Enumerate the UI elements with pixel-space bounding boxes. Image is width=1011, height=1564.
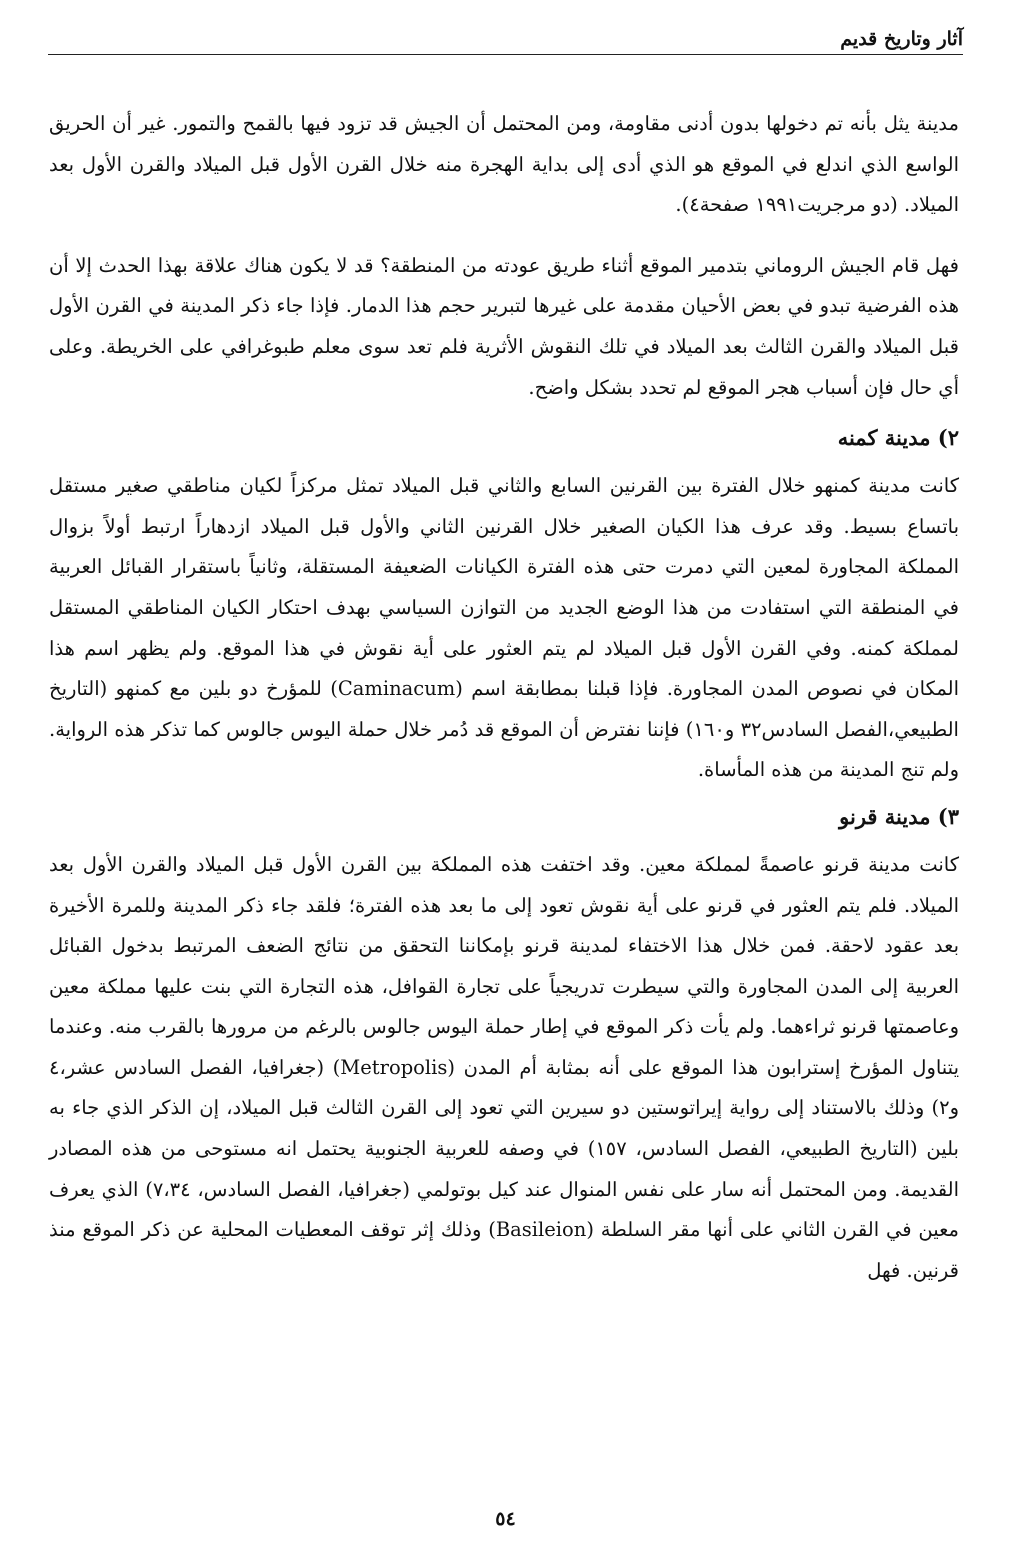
running-title: آثار وتاريخ قديم <box>840 28 963 50</box>
paragraph-3: كانت مدينة كمنهو خلال الفترة بين القرنين السابع والثاني قبل الميلاد تمثل مركزاً لكيان مناطقي صغير مستقل باتساع بسيط. وقد عرف هذا الكيان الصغير خلال القرنين الثاني والأول قبل الميلاد ازدهاراً ارتبط أولاً بزوال المملكة المجاورة لمعين التي دمرت حتى هذه الفترة الكيانات الضعيفة المستقلة، وثانياً باستقرار القبائل العربية في المنطقة التي استفادت من هذا الوضع الجديد من التوازن السياسي بهدف احتكار الكيان المناطقي المستقل لمملكة كمنه. وفي القرن الأول قبل الميلاد لم يتم العثور على أية نقوش في هذا الموقع. ولم يظهر اسم هذا المكان في نصوص المدن المجاورة. فإذا قبلنا بمطابقة اسم (Caminacum) للمؤرخ دو بلين مع كمنهو (التاريخ الطبيعي،الفصل السادس٣٢ و١٦٠) فإننا نفترض أن الموقع قد دُمر خلال حملة اليوس جالوس كما تذكر هذه الرواية. ولم تنج المدينة من هذه المأساة. <box>49 474 960 782</box>
section-heading-kamna: ٢) مدينة كمنه <box>837 425 959 451</box>
paragraph-1: مدينة يثل بأنه تم دخولها بدون أدنى مقاومة، ومن المحتمل أن الجيش قد تزود فيها بالقمح والتمور. غير أن الحريق الواسع الذي اندلع في الموقع هو الذي أدى إلى بداية الهجرة منه خلال القرن الأول قبل الميلاد والقرن الأول بعد الميلاد. (دو مرجريت١٩٩١ صفحة٤). <box>49 112 959 217</box>
header-rule <box>48 54 963 55</box>
page-number: ٥٤ <box>495 1508 516 1530</box>
paragraph-4: كانت مدينة قرنو عاصمةً لمملكة معين. وقد اختفت هذه المملكة بين القرن الأول قبل الميلاد والقرن الأول بعد الميلاد. فلم يتم العثور في قرنو على أية نقوش تعود إلى ما بعد هذه الفترة؛ فلقد جاء ذكر المدينة وللمرة الأخيرة بعد عقود لاحقة. فمن خلال هذا الاختفاء لمدينة قرنو بإمكاننا التحقق من نتائج الضعف المرتبط بدخول القبائل العربية إلى المدن المجاورة والتي سيطرت تدريجياً على تجارة القوافل، هذه التجارة التي بنت عليها مملكة معين وعاصمتها قرنو ثراءهما. ولم يأت ذكر الموقع في إطار حملة اليوس جالوس بالرغم من مرورها بالقرب منه. وعندما يتناول المؤرخ إسترابون هذا الموقع على أنه بمثابة أم المدن (Metropolis) (جغرافيا، الفصل السادس عشر،٤ و٢) وذلك بالاستناد إلى رواية إيراتوستين دو سيرين التي تعود إلى القرن الثالث قبل الميلاد، إن الذكر الذي جاء به بلين (التاريخ الطبيعي، الفصل السادس، ١٥٧) في وصفه للعربية الجنوبية يحتمل انه مستوحى من هذه المصادر القديمة. ومن المحتمل أنه سار على نفس المنوال عند كيل بوتولمي (جغرافيا، الفصل السادس، ٧،٣٤) الذي يعرف معين في القرن الثاني على أنها مقر السلطة (Basileion) وذلك إثر توقف المعطيات المحلية عن ذكر الموقع منذ قرنين. فهل <box>49 852 960 1282</box>
page-body <box>49 104 959 1291</box>
section-heading-qarnaw: ٣) مدينة قرنو <box>839 803 959 829</box>
paragraph-2: فهل قام الجيش الروماني بتدمير الموقع أثناء طريق عودته من المنطقة؟ قد لا يكون هناك علاقة بهذا الحدث إلا أن هذه الفرضية تبدو في بعض الأحيان مقدمة على غيرها لتبرير حجم هذا الدمار. فإذا جاء ذكر المدينة في القرن الأول قبل الميلاد والقرن الثالث بعد الميلاد في تلك النقوش الأثرية فلم تعد سوى معلم طبوغرافي على الخريطة. وعلى أي حال فإن أسباب هجر الموقع لم تحدد بشكل واضح. <box>49 253 959 399</box>
running-header <box>48 26 963 56</box>
